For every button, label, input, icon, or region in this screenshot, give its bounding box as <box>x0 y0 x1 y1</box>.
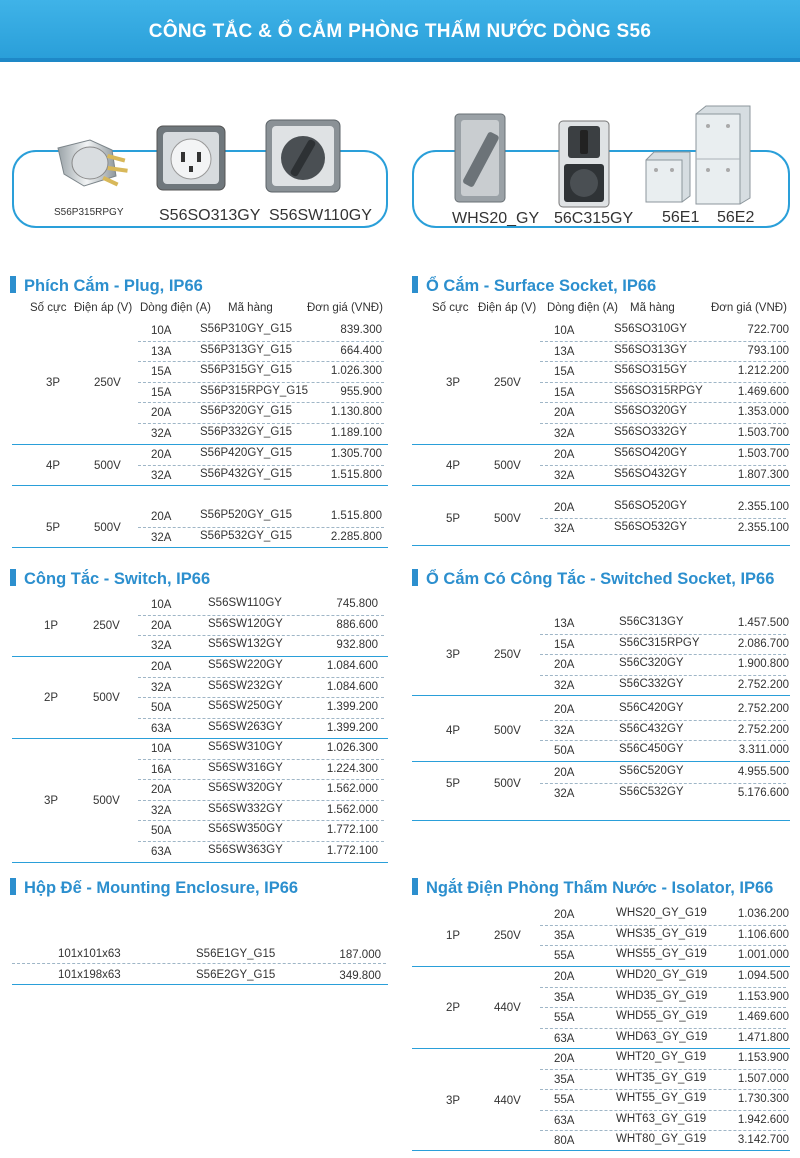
product-code-cell: S56E1GY_G15 <box>196 948 276 960</box>
price-cell: 1.224.300 <box>326 762 378 775</box>
row-divider <box>138 697 384 698</box>
current-cell: 55A <box>554 950 575 963</box>
price-cell: 1.353.000 <box>737 406 789 419</box>
current-cell: 20A <box>554 407 575 420</box>
price-cell: 1.772.100 <box>326 824 378 837</box>
voltage-cell: 250V <box>494 929 521 942</box>
product-code-cell: S56P315RPGY_G15 <box>200 384 309 397</box>
row-divider <box>540 925 786 926</box>
current-cell: 15A <box>554 386 575 399</box>
col-header-current: Dòng điện (A) <box>547 302 618 314</box>
product-caption: 56E2 <box>717 209 755 226</box>
product-caption: S56P315RPGY <box>54 207 124 218</box>
current-cell: 20A <box>554 502 575 514</box>
current-cell: 20A <box>151 661 172 673</box>
price-cell: 1.399.200 <box>326 721 378 734</box>
price-cell: 1.026.300 <box>326 742 378 754</box>
product-code-cell: WHD35_GY_G19 <box>616 989 708 1002</box>
voltage-cell: 500V <box>94 459 121 472</box>
poles-cell: 2P <box>44 692 59 705</box>
product-code-cell: S56C320GY <box>619 657 684 670</box>
price-cell: 1.399.200 <box>326 701 378 714</box>
current-cell: 55A <box>554 1094 575 1107</box>
current-cell: 20A <box>554 1053 575 1065</box>
poles-cell: 4P <box>446 724 461 737</box>
price-cell: 2.285.800 <box>330 530 382 543</box>
price-cell: 1.503.700 <box>737 427 789 439</box>
dimension-cell: 101x198x63 <box>58 969 121 981</box>
section-title-plug: Phích Cắm - Plug, IP66 <box>10 276 203 296</box>
product-code-cell: WHD63_GY_G19 <box>616 1030 708 1043</box>
price-cell: 1.772.100 <box>326 845 378 857</box>
product-code-cell: WHT20_GY_G19 <box>616 1051 707 1063</box>
current-cell: 50A <box>151 825 172 838</box>
section-marker <box>412 569 418 586</box>
row-divider <box>540 1130 786 1131</box>
product-code-cell: S56P313GY_G15 <box>200 343 293 356</box>
current-cell: 63A <box>554 1114 575 1127</box>
product-caption: WHS20_GY <box>452 210 540 227</box>
voltage-cell: 500V <box>94 521 121 534</box>
row-divider <box>540 1069 786 1070</box>
row-divider <box>540 1110 786 1111</box>
product-code-cell: S56SO315GY <box>614 364 687 377</box>
poles-cell: 1P <box>44 619 59 632</box>
current-cell: 20A <box>554 704 575 716</box>
header-banner <box>0 0 800 62</box>
dimension-cell: 101x101x63 <box>58 948 121 960</box>
poles-cell: 3P <box>46 376 61 389</box>
product-code-cell: S56P520GY_G15 <box>200 509 293 521</box>
price-cell: 3.142.700 <box>737 1134 789 1147</box>
product-code-cell: S56C315RPGY <box>619 636 700 649</box>
section-marker <box>10 878 16 895</box>
price-cell: 2.086.700 <box>737 637 789 650</box>
product-code-cell: S56C532GY <box>619 785 684 798</box>
product-code-cell: WHD20_GY_G19 <box>616 969 708 981</box>
group-divider <box>412 966 790 967</box>
current-cell: 32A <box>151 469 172 482</box>
poles-cell: 4P <box>46 459 61 472</box>
current-cell: 10A <box>151 599 172 611</box>
current-cell: 32A <box>554 469 575 482</box>
product-code-cell: WHS55_GY_G19 <box>616 948 707 961</box>
poles-cell: 3P <box>446 1094 461 1107</box>
price-cell: 2.752.200 <box>737 678 789 691</box>
current-cell: 63A <box>554 1032 575 1045</box>
row-divider <box>138 677 384 678</box>
current-cell: 35A <box>554 1073 575 1086</box>
product-code-cell: S56C313GY <box>619 616 684 628</box>
group-divider <box>12 444 388 445</box>
product-code-cell: S56E2GY_G15 <box>196 969 276 981</box>
group-divider <box>412 820 790 821</box>
product-code-cell: S56SW350GY <box>208 823 283 836</box>
price-cell: 2.355.100 <box>737 501 789 513</box>
col-header-code: Mã hàng <box>228 302 273 314</box>
product-code-cell: S56P320GY_G15 <box>200 405 293 418</box>
row-divider <box>138 759 384 760</box>
price-cell: 5.176.600 <box>737 786 789 799</box>
product-code-cell: S56SO313GY <box>614 343 687 356</box>
product-code-cell: S56P532GY_G15 <box>200 529 293 542</box>
product-code-cell: S56P420GY_G15 <box>200 447 293 459</box>
product-code-cell: S56SW310GY <box>208 741 283 753</box>
row-divider <box>540 987 786 988</box>
row-divider <box>138 423 384 424</box>
current-cell: 15A <box>151 386 172 399</box>
current-cell: 55A <box>554 1012 575 1025</box>
price-cell: 1.730.300 <box>737 1093 789 1106</box>
current-cell: 32A <box>554 428 575 440</box>
voltage-cell: 500V <box>494 459 521 472</box>
socket-icon <box>153 122 229 194</box>
product-caption: S56SW110GY <box>269 207 372 224</box>
poles-cell: 3P <box>446 649 461 662</box>
group-divider <box>412 1150 790 1151</box>
voltage-cell: 440V <box>494 1094 521 1107</box>
voltage-cell: 250V <box>94 376 121 389</box>
current-cell: 15A <box>151 366 172 379</box>
price-cell: 3.311.000 <box>738 744 789 757</box>
current-cell: 20A <box>151 619 172 632</box>
product-code-cell: S56SW132GY <box>208 638 283 651</box>
current-cell: 20A <box>554 971 575 983</box>
section-title-isolator: Ngắt Điện Phòng Thấm Nước - Isolator, IP66 <box>412 878 773 898</box>
current-cell: 20A <box>554 909 575 921</box>
current-cell: 32A <box>151 804 172 817</box>
price-cell: 745.800 <box>336 598 378 610</box>
current-cell: 20A <box>554 659 575 672</box>
row-divider <box>540 518 786 519</box>
current-cell: 32A <box>554 724 575 737</box>
enclosure-icon <box>644 148 692 204</box>
group-divider <box>12 547 388 548</box>
col-header-poles: Số cực <box>30 302 67 314</box>
product-code-cell: WHT63_GY_G19 <box>616 1112 707 1125</box>
product-code-cell: WHT80_GY_G19 <box>616 1133 707 1146</box>
product-code-cell: S56SW316GY <box>208 761 283 774</box>
isolator-icon <box>451 110 509 206</box>
row-divider <box>138 465 384 466</box>
row-divider <box>540 341 786 342</box>
price-cell: 1.084.600 <box>326 680 378 693</box>
row-divider <box>540 634 786 635</box>
group-divider <box>12 656 388 657</box>
product-code-cell: WHT35_GY_G19 <box>616 1071 707 1084</box>
current-cell: 50A <box>151 702 172 715</box>
product-code-cell: S56SW320GY <box>208 782 283 795</box>
current-cell: 32A <box>554 787 575 800</box>
current-cell: 20A <box>554 449 575 461</box>
price-cell: 1.469.600 <box>737 1011 789 1024</box>
row-divider <box>138 341 384 342</box>
product-code-cell: S56P332GY_G15 <box>200 426 293 438</box>
product-code-cell: S56C420GY <box>619 702 684 714</box>
group-divider <box>412 444 790 445</box>
row-divider <box>540 1028 786 1029</box>
price-cell: 187.000 <box>339 949 381 961</box>
current-cell: 32A <box>151 681 172 694</box>
row-divider <box>138 820 384 821</box>
product-code-cell: S56SW110GY <box>208 597 282 609</box>
price-cell: 1.515.800 <box>330 468 382 481</box>
product-code-cell: S56SW220GY <box>208 659 283 671</box>
section-title-switched-socket: Ổ Cắm Có Công Tắc - Switched Socket, IP66 <box>412 569 774 589</box>
row-divider <box>540 945 786 946</box>
product-code-cell: S56C450GY <box>619 743 684 756</box>
group-divider <box>12 862 388 863</box>
price-cell: 1.153.900 <box>737 1052 789 1064</box>
enclosure-double-icon <box>694 104 752 206</box>
price-cell: 1.036.200 <box>737 908 789 920</box>
poles-cell: 5P <box>46 521 61 534</box>
product-code-cell: S56P315GY_G15 <box>200 364 293 377</box>
current-cell: 13A <box>554 618 575 630</box>
voltage-cell: 500V <box>494 512 521 525</box>
price-cell: 2.752.200 <box>737 723 789 736</box>
price-cell: 4.955.500 <box>737 766 789 778</box>
row-divider <box>138 382 384 383</box>
section-title-switch: Công Tắc - Switch, IP66 <box>10 569 210 589</box>
group-divider <box>12 485 388 486</box>
current-cell: 32A <box>151 428 172 440</box>
product-code-cell: S56SW120GY <box>208 617 283 630</box>
row-divider <box>540 1007 786 1008</box>
price-cell: 1.471.800 <box>737 1031 789 1044</box>
price-cell: 1.084.600 <box>326 660 378 672</box>
row-divider <box>540 382 786 383</box>
section-marker <box>10 569 16 586</box>
price-cell: 1.469.600 <box>737 385 789 398</box>
product-code-cell: S56C520GY <box>619 765 684 777</box>
current-cell: 16A <box>151 763 172 776</box>
current-cell: 35A <box>554 991 575 1004</box>
group-divider <box>412 485 790 486</box>
page-title: CÔNG TẮC & Ổ CẮM PHÒNG THẤM NƯỚC DÒNG S56 <box>148 21 652 42</box>
poles-cell: 3P <box>44 794 59 807</box>
price-cell: 1.807.300 <box>737 468 789 481</box>
row-divider <box>138 779 384 780</box>
product-code-cell: S56SW263GY <box>208 720 283 733</box>
current-cell: 13A <box>151 345 172 358</box>
group-divider <box>412 1048 790 1049</box>
product-code-cell: S56SO315RPGY <box>614 384 703 397</box>
current-cell: 20A <box>554 767 575 779</box>
voltage-cell: 500V <box>494 777 521 790</box>
price-cell: 2.355.100 <box>737 521 789 534</box>
group-divider <box>12 984 388 985</box>
col-header-code: Mã hàng <box>630 302 675 314</box>
poles-cell: 4P <box>446 459 461 472</box>
current-cell: 50A <box>554 745 575 758</box>
product-code-cell: S56SW232GY <box>208 679 283 692</box>
voltage-cell: 250V <box>494 649 521 662</box>
row-divider <box>540 654 786 655</box>
price-cell: 955.900 <box>340 385 382 398</box>
row-divider <box>540 402 786 403</box>
price-cell: 1.212.200 <box>737 365 789 378</box>
row-divider <box>138 800 384 801</box>
product-code-cell: WHD55_GY_G19 <box>616 1010 708 1023</box>
current-cell: 10A <box>151 743 172 755</box>
row-divider <box>540 1089 786 1090</box>
voltage-cell: 500V <box>93 692 120 705</box>
product-code-cell: S56SW363GY <box>208 844 283 856</box>
current-cell: 20A <box>151 449 172 461</box>
row-divider <box>138 615 384 616</box>
product-code-cell: S56SO532GY <box>614 520 687 533</box>
price-cell: 1.900.800 <box>737 658 789 671</box>
section-marker <box>10 276 16 293</box>
poles-cell: 1P <box>446 929 461 942</box>
col-header-price: Đơn giá (VNĐ) <box>711 302 787 314</box>
product-code-cell: S56P310GY_G15 <box>200 323 293 335</box>
section-title-surface-socket: Ổ Cắm - Surface Socket, IP66 <box>412 276 656 296</box>
price-cell: 1.026.300 <box>330 365 382 378</box>
price-cell: 1.094.500 <box>737 970 789 982</box>
group-divider <box>12 738 388 739</box>
section-marker <box>412 878 418 895</box>
rotary-switch-icon <box>262 116 344 196</box>
current-cell: 32A <box>554 522 575 535</box>
price-cell: 1.153.900 <box>737 990 789 1003</box>
col-header-voltage: Điện áp (V) <box>478 302 537 314</box>
price-cell: 1.515.800 <box>330 510 382 522</box>
voltage-cell: 250V <box>494 376 521 389</box>
poles-cell: 2P <box>446 1002 461 1015</box>
row-divider <box>12 963 386 964</box>
col-header-voltage: Điện áp (V) <box>74 302 133 314</box>
current-cell: 20A <box>151 511 172 523</box>
price-cell: 1.942.600 <box>737 1113 789 1126</box>
product-code-cell: S56SO520GY <box>614 500 687 512</box>
voltage-cell: 250V <box>93 619 120 632</box>
product-caption: 56C315GY <box>554 210 634 227</box>
col-header-current: Dòng điện (A) <box>140 302 211 314</box>
product-code-cell: WHS20_GY_G19 <box>616 907 707 919</box>
group-divider <box>412 695 790 696</box>
row-divider <box>540 361 786 362</box>
product-code-cell: S56SO310GY <box>614 323 687 335</box>
row-divider <box>138 718 384 719</box>
price-cell: 1.562.000 <box>326 803 378 816</box>
group-divider <box>412 545 790 546</box>
price-cell: 2.752.200 <box>737 703 789 715</box>
current-cell: 15A <box>554 366 575 379</box>
row-divider <box>540 740 786 741</box>
row-divider <box>540 783 786 784</box>
section-marker <box>412 276 418 293</box>
col-header-poles: Số cực <box>432 302 469 314</box>
switched-socket-icon <box>556 118 612 210</box>
current-cell: 32A <box>151 640 172 653</box>
current-cell: 20A <box>151 784 172 797</box>
row-divider <box>138 361 384 362</box>
row-divider <box>138 527 384 528</box>
price-cell: 1.507.000 <box>737 1072 789 1085</box>
product-code-cell: S56SO420GY <box>614 447 687 459</box>
product-code-cell: S56C332GY <box>619 677 684 690</box>
current-cell: 80A <box>554 1135 575 1148</box>
product-code-cell: S56SO432GY <box>614 467 687 480</box>
current-cell: 32A <box>554 679 575 692</box>
row-divider <box>540 465 786 466</box>
row-divider <box>540 720 786 721</box>
voltage-cell: 500V <box>494 724 521 737</box>
current-cell: 32A <box>151 531 172 544</box>
group-divider <box>412 761 790 762</box>
product-code-cell: S56SW332GY <box>208 802 283 815</box>
voltage-cell: 500V <box>93 794 120 807</box>
section-title-enclosure: Hộp Đế - Mounting Enclosure, IP66 <box>10 878 298 898</box>
price-cell: 1.305.700 <box>330 448 382 460</box>
price-cell: 722.700 <box>747 324 789 336</box>
current-cell: 35A <box>554 929 575 942</box>
product-code-cell: S56SO320GY <box>614 405 687 418</box>
price-cell: 1.457.500 <box>737 617 789 629</box>
current-cell: 15A <box>554 638 575 651</box>
current-cell: 63A <box>151 722 172 735</box>
price-cell: 1.562.000 <box>326 783 378 796</box>
price-cell: 1.189.100 <box>330 427 382 439</box>
price-cell: 664.400 <box>340 344 382 357</box>
poles-cell: 5P <box>446 512 461 525</box>
row-divider <box>540 423 786 424</box>
product-code-cell: S56C432GY <box>619 722 684 735</box>
product-code-cell: S56P432GY_G15 <box>200 467 293 480</box>
row-divider <box>138 402 384 403</box>
row-divider <box>138 635 384 636</box>
product-code-cell: WHS35_GY_G19 <box>616 927 707 940</box>
row-divider <box>138 841 384 842</box>
price-cell: 886.600 <box>336 618 378 631</box>
col-header-price: Đơn giá (VNĐ) <box>307 302 383 314</box>
plug-icon <box>50 128 140 198</box>
price-cell: 1.503.700 <box>737 448 789 460</box>
current-cell: 13A <box>554 345 575 358</box>
product-code-cell: S56SO332GY <box>614 426 687 438</box>
poles-cell: 5P <box>446 777 461 790</box>
row-divider <box>540 675 786 676</box>
price-cell: 839.300 <box>340 324 382 336</box>
price-cell: 1.106.600 <box>737 928 789 941</box>
product-caption: S56SO313GY <box>159 207 261 224</box>
current-cell: 10A <box>554 325 575 337</box>
product-code-cell: S56SW250GY <box>208 700 283 713</box>
price-cell: 1.001.000 <box>737 949 789 962</box>
current-cell: 20A <box>151 407 172 420</box>
price-cell: 1.130.800 <box>330 406 382 419</box>
poles-cell: 3P <box>446 376 461 389</box>
current-cell: 63A <box>151 846 172 858</box>
product-code-cell: WHT55_GY_G19 <box>616 1092 707 1105</box>
current-cell: 10A <box>151 325 172 337</box>
voltage-cell: 440V <box>494 1002 521 1015</box>
product-caption: 56E1 <box>662 209 700 226</box>
price-cell: 932.800 <box>336 639 378 652</box>
price-cell: 793.100 <box>747 344 789 357</box>
price-cell: 349.800 <box>339 970 381 982</box>
